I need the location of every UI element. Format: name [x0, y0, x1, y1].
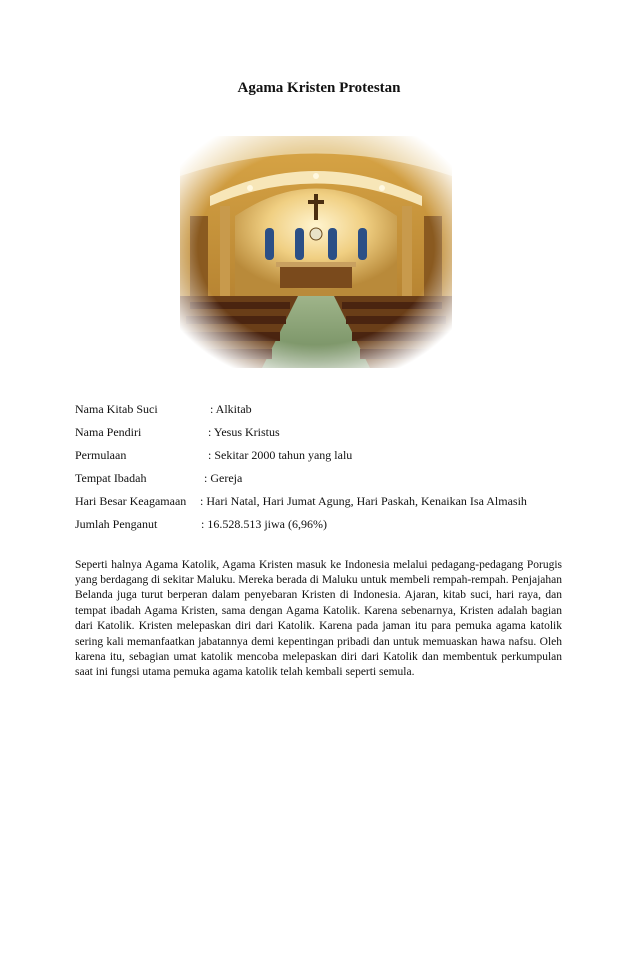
info-label: Jumlah Penganut	[75, 517, 158, 531]
info-label: Hari Besar Keagamaan	[75, 494, 187, 508]
info-value: : Yesus Kristus	[208, 425, 280, 439]
info-value: : Alkitab	[210, 402, 252, 416]
info-value: : Hari Natal, Hari Jumat Agung, Hari Paskah, Kenaikan Isa Almasih	[200, 494, 527, 508]
info-value: : 16.528.513 jiwa (6,96%)	[201, 517, 327, 531]
church-interior-photo	[180, 136, 452, 368]
info-row-kitab	[75, 402, 575, 425]
info-row-hari-besar	[75, 494, 575, 517]
page-title: Agama Kristen Protestan	[237, 80, 401, 96]
info-label: Nama Pendiri	[75, 425, 142, 439]
info-row-tempat	[75, 471, 575, 494]
info-label: Nama Kitab Suci	[75, 402, 158, 416]
info-table	[75, 402, 575, 540]
info-value: : Gereja	[204, 471, 243, 485]
info-label: Tempat Ibadah	[75, 471, 147, 485]
info-row-jumlah	[75, 517, 575, 540]
info-label: Permulaan	[75, 448, 127, 462]
info-row-pendiri	[75, 425, 575, 448]
body-paragraph: Seperti halnya Agama Katolik, Agama Kristen masuk ke Indonesia melalui pedagang-pedagang Porugis yang berdagang di sekitar Maluku. Mereka berada di Maluku untuk membeli rempah-rempah. Penjajahan Belanda juga turut berperan dalam penyebaran Kristen di Indonesia. Ajaran, kitab suci, hari raya, dan tempat ibadah Agama Kristen, sama dengan Agama Katolik. Karena sebenarnya, Kristen adalah bagian dari Katolik. Kristen melepaskan diri dari Katolik. Karena pada jaman itu para pemuka agama katolik sering kali memanfaatkan jabatannya demi kepentingan pribadi dan untuk memuaskan hawa nafsu. Oleh karena itu, sebagian umat katolik mencoba melepaskan diri dari Katolik dan membentuk perkumpulan saat ini fungsi utama pemuka agama katolik telah kembali seperti semula.	[75, 558, 562, 679]
info-row-permulaan	[75, 448, 575, 471]
info-value: : Sekitar 2000 tahun yang lalu	[208, 448, 353, 462]
